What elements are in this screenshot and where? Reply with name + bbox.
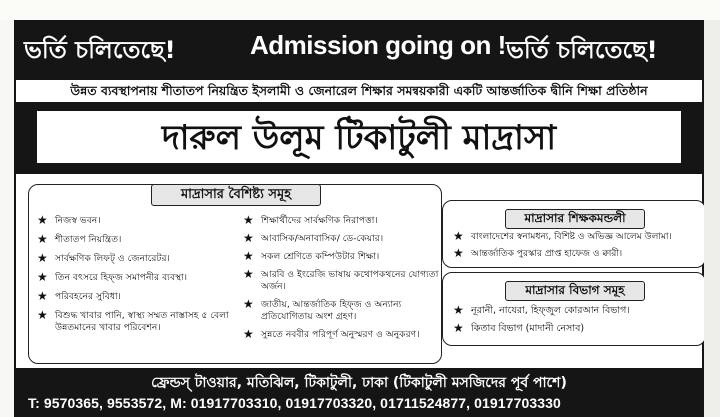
- banner-right-text: ভর্তি চলিতেছে!: [506, 36, 658, 64]
- star-icon: ★: [243, 231, 254, 245]
- star-icon: ★: [37, 213, 48, 227]
- phone-numbers: T: 9570365, 9553572, M: 01917703310, 01917703320, 01711524877, 01917703330: [28, 395, 561, 411]
- list-item: ★ আন্তর্জাতিক পুরস্কার প্রাপ্ত হাফেজ ও ক্বারী।: [453, 246, 623, 260]
- star-icon: ★: [243, 267, 254, 281]
- star-icon: ★: [243, 297, 254, 311]
- star-icon: ★: [453, 229, 464, 243]
- star-icon: ★: [453, 321, 464, 335]
- departments-list: [453, 305, 703, 341]
- list-item: ★ নূরানী, নাযেরা, হিফ্জুল কোরআন বিভাগ।: [453, 303, 630, 317]
- admission-banner: [14, 20, 704, 80]
- list-item: ★ কিতাব বিভাগ (মাদানী নেসাব): [453, 321, 585, 335]
- list-item: ★ সকল শ্রেণিতে কম্পিউটার শিক্ষা।: [243, 249, 380, 263]
- departments-panel: [442, 272, 706, 346]
- list-item: ★ বাংলাদেশের স্বনামধন্য, বিশিষ্ট ও অভিজ্ঞ আলেম উলামা।: [453, 229, 672, 243]
- features-panel: [28, 184, 442, 364]
- subtitle: উন্নত ব্যবস্থাপনায় শীতাতপ নিয়ন্ত্রিত ইসলামী ও জেনারেল শিক্ষার সমন্বয়কারী একটি আন্তর্জাতিক দ্বীনি শিক্ষা প্রতিষ্ঠান: [14, 80, 704, 102]
- features-title: মাদ্রাসার বৈশিষ্ট্য সমূহ: [151, 184, 321, 206]
- list-item: ★ জাতীয়, আন্তর্জাতিক হিফ্জ ও অন্যান্য প্রতিযোগিতায় অংশ গ্রহণ।: [243, 297, 402, 322]
- title-band: [14, 102, 704, 174]
- star-icon: ★: [453, 303, 464, 317]
- list-item: ★ সুন্নতে নববীর পরিপূর্ণ অনুস্মরণ ও অনুকরণ।: [243, 327, 420, 341]
- banner-left-text: ভর্তি চলিতেছে!: [24, 36, 176, 64]
- star-icon: ★: [37, 251, 48, 265]
- list-item: ★ আরবি ও ইংরেজি ভাষায় কথোপকথনের যোগ্যতা অর্জন।: [243, 267, 439, 292]
- star-icon: ★: [243, 327, 254, 341]
- banner-english-text: Admission going on !: [250, 30, 506, 60]
- contact-footer: [14, 368, 704, 417]
- features-left-list: [37, 215, 233, 341]
- list-item: ★ নিজস্ব ভবন।: [37, 213, 101, 227]
- star-icon: ★: [37, 308, 48, 322]
- list-item: ★ বিশুদ্ধ খাবার পানি, স্বাস্থ্য সম্মত নাস্তাসহ ৫ বেলা উন্নতমানের খাবার পরিবেশন।: [37, 308, 229, 333]
- address: ফ্রেন্ডস্ টাওয়ার, মতিঝিল, টিকাটুলী, ঢাকা (টিকাটুলী মসজিদের পূর্ব পাশে): [151, 375, 567, 391]
- star-icon: ★: [37, 289, 48, 303]
- list-item: ★ পরিবহনের সুবিধা।: [37, 289, 121, 303]
- teachers-panel: [442, 200, 706, 268]
- list-item: ★ শিক্ষার্থীদের সার্বক্ষণিক নিরাপত্তা।: [243, 213, 378, 227]
- departments-title: মাদ্রাসার বিভাগ সমূহ: [505, 281, 645, 301]
- star-icon: ★: [37, 232, 48, 246]
- top-margin: [0, 0, 720, 20]
- madrasa-name: দারুল উলূম টিকাটুলী মাদ্রাসা: [34, 108, 684, 166]
- features-right-list: [243, 215, 439, 347]
- content-area: [14, 174, 704, 368]
- star-icon: ★: [243, 249, 254, 263]
- list-item: ★ সার্বক্ষণিক লিফট্ ও জেনারেটর।: [37, 251, 170, 265]
- list-item: ★ আবাসিক/অনাবাসিক/ ডে-কেয়ার।: [243, 231, 384, 245]
- teachers-list: [453, 231, 703, 265]
- star-icon: ★: [243, 213, 254, 227]
- list-item: ★ শীতাতপ নিয়ন্ত্রিত।: [37, 232, 122, 246]
- star-icon: ★: [37, 270, 48, 284]
- adjacent-page-edge: [704, 20, 720, 417]
- teachers-title: মাদ্রাসার শিক্ষকমন্ডলী: [505, 209, 645, 229]
- star-icon: ★: [453, 246, 464, 260]
- list-item: ★ তিন বৎসরে হিফ্জ সমাপনীর ব্যবস্থা।: [37, 270, 187, 284]
